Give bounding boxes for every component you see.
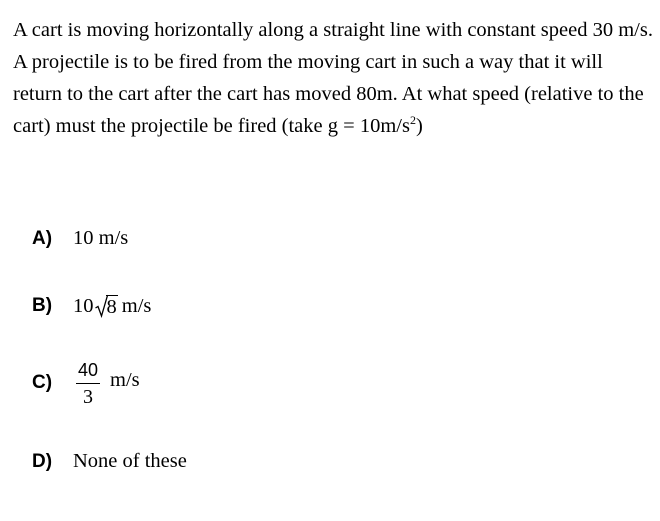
option-c-denominator: 3 bbox=[83, 386, 93, 409]
question-body: A cart is moving horizontally along a straight line with constant speed 30 m/s. A projectile is to be fired from the moving cart in such a way that it will return to the cart after the cart has moved 80m. At what speed (relative to the cart) must the projectile be fired (take g = 10m/s bbox=[13, 19, 653, 137]
option-b-radicand: 8 bbox=[106, 296, 117, 318]
option-c-numerator: 40 bbox=[77, 360, 99, 380]
fraction bbox=[76, 359, 100, 407]
option-b[interactable] bbox=[32, 294, 151, 318]
question-text bbox=[13, 14, 653, 142]
fraction-bar bbox=[76, 383, 100, 384]
option-a[interactable] bbox=[32, 227, 128, 250]
question-closing-paren: ) bbox=[415, 115, 423, 137]
option-d-text: None of these bbox=[73, 450, 187, 472]
option-a-letter: A) bbox=[32, 227, 53, 249]
option-c-unit: m/s bbox=[110, 368, 140, 391]
option-b-letter: B) bbox=[32, 295, 53, 316]
option-b-unit: m/s bbox=[121, 294, 152, 317]
option-c-letter: C) bbox=[32, 372, 53, 394]
option-b-coefficient: 10 bbox=[73, 294, 94, 317]
option-d[interactable] bbox=[32, 450, 187, 473]
option-c[interactable] bbox=[32, 359, 140, 407]
square-root bbox=[95, 294, 118, 318]
option-d-letter: D) bbox=[32, 450, 53, 472]
question-exponent: 2 bbox=[409, 113, 416, 127]
option-a-text: 10 m/s bbox=[73, 227, 129, 249]
